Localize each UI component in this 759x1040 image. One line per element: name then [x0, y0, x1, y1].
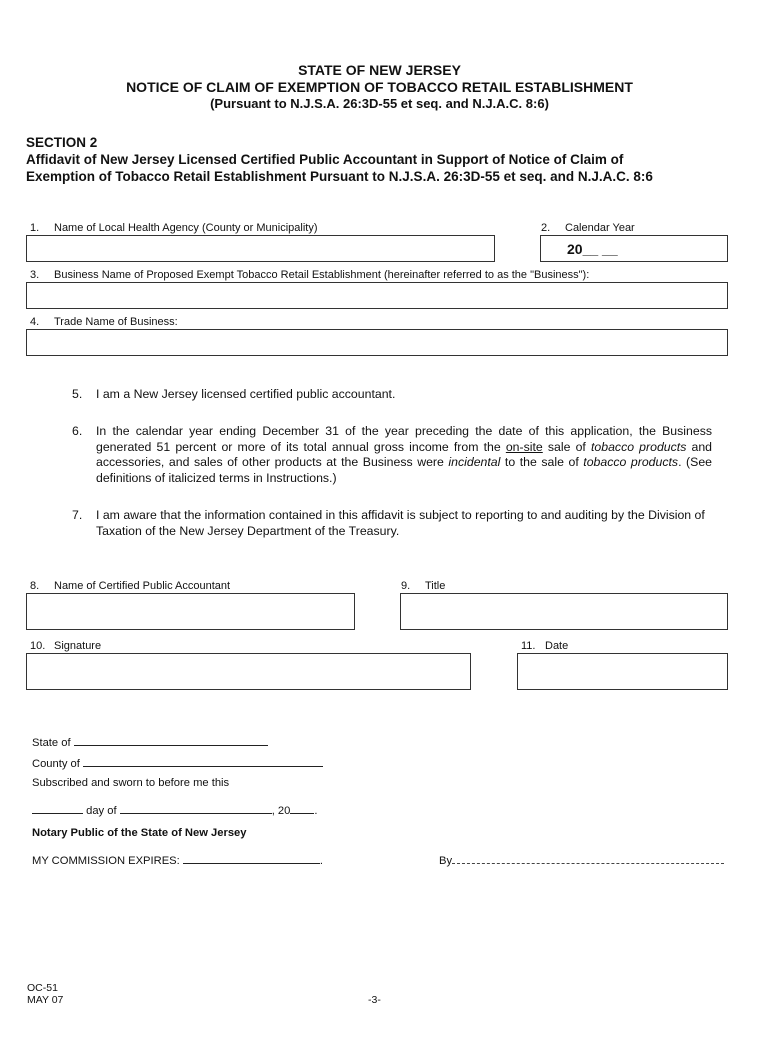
notary-day-line[interactable] — [32, 803, 83, 814]
statement-6 — [72, 424, 712, 486]
notary-sworn-text: Subscribed and sworn to before me this — [32, 777, 230, 789]
field11-text: Date — [545, 640, 569, 652]
field2-text: Calendar Year — [565, 222, 635, 234]
date-input[interactable] — [517, 653, 728, 690]
health-agency-input[interactable] — [26, 235, 495, 262]
field10-number: 10. — [30, 640, 46, 652]
notary-state-line[interactable] — [74, 735, 268, 746]
statement-7 — [72, 508, 712, 539]
section-title-line1: Affidavit of New Jersey Licensed Certified Public Accountant in Support of Notice of Claim of — [26, 152, 624, 167]
field4-text: Trade Name of Business: — [54, 316, 178, 328]
trade-name-input[interactable] — [26, 329, 728, 356]
notary-county-label: County of — [32, 758, 80, 770]
notary-period: . — [314, 805, 318, 817]
notary-month-line[interactable] — [120, 803, 272, 814]
notary-public-title: Notary Public of the State of New Jersey — [32, 827, 247, 839]
statement-6-part1: In the calendar year ending December 31 of the year preceding the date of this application, the Business generated 51 percent or more of its total annual gross income from the — [96, 424, 712, 454]
notary-by-label: By — [439, 855, 453, 867]
form-pursuant: (Pursuant to N.J.S.A. 26:3D-55 et seq. and N.J.A.C. 8:6) — [210, 96, 549, 111]
statement-7-number: 7. — [72, 508, 83, 522]
field1-number: 1. — [30, 222, 40, 234]
notary-county-line[interactable] — [83, 756, 323, 767]
field1-text: Name of Local Health Agency (County or Municipality) — [54, 222, 318, 234]
statement-6-part5: . (See definitions of italicized terms in Instructions.) — [96, 455, 713, 485]
notary-date-row — [32, 803, 317, 817]
notary-year-prefix: , 20 — [271, 805, 291, 817]
statement-6-part3: and accessories, and sales of other products at the Business were — [96, 439, 713, 470]
section-label: SECTION 2 — [26, 135, 98, 150]
statement-5-number: 5. — [72, 387, 83, 401]
field9-number: 9. — [401, 580, 411, 592]
field11-number: 11. — [521, 640, 536, 652]
form-date: MAY 07 — [27, 994, 64, 1006]
notary-commission-period: . — [319, 855, 323, 867]
notary-county-row — [32, 756, 323, 770]
state-heading: STATE OF NEW JERSEY — [298, 62, 461, 78]
field3-label — [30, 269, 589, 281]
statement-6-tobacco-products: tobacco products — [590, 439, 687, 454]
notary-by-line[interactable] — [452, 853, 724, 864]
statement-7-text: I am aware that the information contained in this affidavit is subject to reporting to and auditing by the Division of Taxation of the New Jersey Department of the Treasury. — [96, 508, 705, 538]
form-title: NOTICE OF CLAIM OF EXEMPTION OF TOBACCO RETAIL ESTABLISHMENT — [126, 79, 633, 95]
field1-label — [30, 222, 318, 234]
notary-year-line[interactable] — [290, 803, 314, 814]
field3-text: Business Name of Proposed Exempt Tobacco Retail Establishment (hereinafter referred to as the "Business"): — [54, 269, 590, 281]
statement-6-incidental: incidental — [448, 455, 501, 470]
notary-by-row — [439, 853, 724, 867]
statement-5-text: I am a New Jersey licensed certified public accountant. — [96, 387, 396, 401]
notary-state-row — [32, 735, 268, 749]
field2-number: 2. — [541, 222, 551, 234]
cpa-title-input[interactable] — [400, 593, 728, 630]
form-code: OC-51 — [27, 982, 58, 994]
calendar-year-input[interactable]: 20__ __ — [540, 235, 728, 262]
statement-5 — [72, 387, 712, 403]
field10-text: Signature — [54, 640, 102, 652]
field8-label — [30, 580, 230, 592]
signature-input[interactable] — [26, 653, 471, 690]
section-title-line2: Exemption of Tobacco Retail Establishment Pursuant to N.J.S.A. 26:3D-55 et seq. and N.J.A.C. 8:6 — [26, 169, 653, 184]
notary-day-of-label: day of — [86, 805, 117, 817]
statement-6-tobacco-products-2: tobacco products — [583, 455, 679, 470]
field4-label — [30, 316, 178, 328]
cpa-name-input[interactable] — [26, 593, 355, 630]
statement-6-text — [96, 424, 712, 486]
field2-label — [541, 222, 635, 234]
field8-number: 8. — [30, 580, 40, 592]
notary-state-label: State of — [32, 737, 71, 749]
page-number: -3- — [368, 994, 381, 1006]
business-name-input[interactable] — [26, 282, 728, 309]
field4-number: 4. — [30, 316, 40, 328]
notary-commission-row — [32, 853, 323, 867]
statement-6-number: 6. — [72, 424, 83, 438]
notary-commission-line[interactable] — [183, 853, 320, 864]
field3-number: 3. — [30, 269, 40, 281]
statement-6-part4: to the sale of — [500, 455, 584, 470]
statement-6-part2: sale of — [542, 439, 591, 454]
field9-text: Title — [425, 580, 446, 592]
field8-text: Name of Certified Public Accountant — [54, 580, 231, 592]
field11-label — [521, 640, 568, 652]
notary-commission-label: MY COMMISSION EXPIRES: — [32, 855, 180, 867]
field9-label — [401, 580, 445, 592]
statement-6-onsite: on-site — [505, 439, 543, 454]
field10-label — [30, 640, 101, 652]
